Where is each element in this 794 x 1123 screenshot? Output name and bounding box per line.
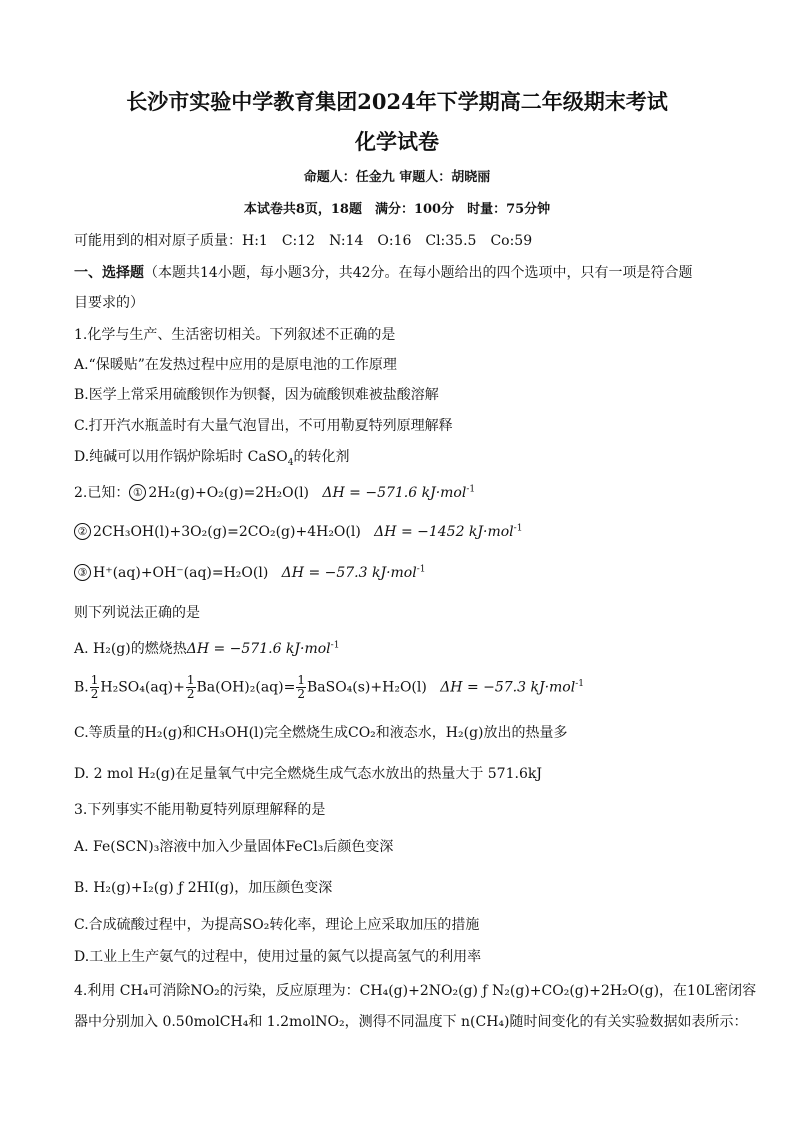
exam-title: 长沙市实验中学教育集团2024年下学期高二年级期末考试 — [126, 89, 668, 114]
q2-reaction-2: ② 2CH₃OH(l)+3O₂(g)=2CO₂(g)+4H₂O(l) ΔH = −1452 kJ·mol$^{-1}$ — [74, 523, 522, 540]
q3-option-c: C.合成硫酸过程中，为提高SO₂转化率，理论上应采取加压的措施 — [74, 917, 480, 933]
section-heading-line — [74, 262, 693, 282]
section-heading: 一、选择题 — [74, 265, 144, 281]
q1-option-b: B.医学上常采用硫酸钡作为钡餐，因为硫酸钡难被盐酸溶解 — [74, 387, 439, 403]
circled-number-1: ① — [129, 484, 146, 501]
exam-info-line: 本试卷共8页，18题 满分：100分 时量：75分钟 — [243, 202, 551, 217]
q2-option-b: B. $\frac{1}{2}$ H₂SO₄(aq)+ $\frac{1}{2}$ Ba(OH)₂(aq)= $\frac{1}{2}$ BaSO₄(s)+H₂O(l) ΔH = −57.3 kJ·mol$^{-1}$ — [74, 673, 584, 701]
q1-option-a: A.“保暖贴”在发热过程中应用的是原电池的工作原理 — [74, 357, 397, 373]
q4-line-1: 4.利用 CH₄可消除NO₂的污染，反应原理为：CH₄(g)+2NO₂(g) ƒ N₂(g)+CO₂(g)+2H₂O(g)，在10L密闭容 — [74, 983, 757, 999]
q2-reaction-3: ③ H⁺(aq)+OH⁻(aq)=H₂O(l) ΔH = −57.3 kJ·mol$^{-1}$ — [74, 564, 425, 581]
circled-number-2: ② — [74, 523, 91, 540]
q2-stem: 则下列说法正确的是 — [74, 605, 200, 621]
q1-option-c: C.打开汽水瓶盖时有大量气泡冒出，不可用勒夏特列原理解释 — [74, 418, 453, 434]
q3-option-d: D.工业上生产氨气的过程中，使用过量的氮气以提高氢气的利用率 — [74, 949, 482, 965]
atomic-masses: 可能用到的相对原子质量：H:1 C:12 N:14 O:16 Cl:35.5 Co:59 — [74, 233, 533, 249]
authors-line: 命题人：任金九 审题人：胡晓丽 — [303, 170, 491, 185]
q2-option-a: A. H₂(g)的燃烧热ΔH = −571.6 kJ·mol$^{-1}$ — [74, 640, 340, 657]
q4-line-2: 器中分别加入 0.50molCH₄和 1.2molNO₂，测得不同温度下 n(CH₄)随时间变化的有关实验数据如表所示： — [74, 1014, 748, 1030]
q2-option-c: C.等质量的H₂(g)和CH₃OH(l)完全燃烧生成CO₂和液态水，H₂(g)放出的热量多 — [74, 725, 568, 741]
subject-title: 化学试卷 — [355, 129, 439, 154]
q3-option-a: A. Fe(SCN)₃溶液中加入少量固体FeCl₃后颜色变深 — [74, 839, 394, 855]
q3-option-b: B. H₂(g)+I₂(g) ƒ 2HI(g)，加压颜色变深 — [74, 880, 333, 896]
fraction-half: $\frac{1}{2}$ — [90, 673, 99, 701]
q1-option-d: D.纯碱可以用作锅炉除垢时 CaSO$_4$的转化剂 — [74, 449, 350, 468]
circled-number-3: ③ — [74, 564, 91, 581]
q2-reaction-1: 2.已知： ① 2H₂(g)+O₂(g)=2H₂O(l) ΔH = −571.6 kJ·mol$^{-1}$ — [74, 484, 476, 501]
fraction-half: $\frac{1}{2}$ — [297, 673, 305, 701]
q3-stem: 3.下列事实不能用勒夏特列原理解释的是 — [74, 802, 326, 818]
q2-option-d: D. 2 mol H₂(g)在足量氧气中完全燃烧生成气态水放出的热量大于 571.6kJ — [74, 766, 542, 782]
section-desc-2: 目要求的） — [74, 295, 144, 311]
q1-stem: 1.化学与生产、生活密切相关。下列叙述不正确的是 — [74, 327, 396, 343]
fraction-half: $\frac{1}{2}$ — [186, 673, 195, 701]
section-desc-1: （本题共14小题，每小题3分，共42分。在每小题给出的四个选项中，只有一项是符合题 — [144, 265, 693, 281]
